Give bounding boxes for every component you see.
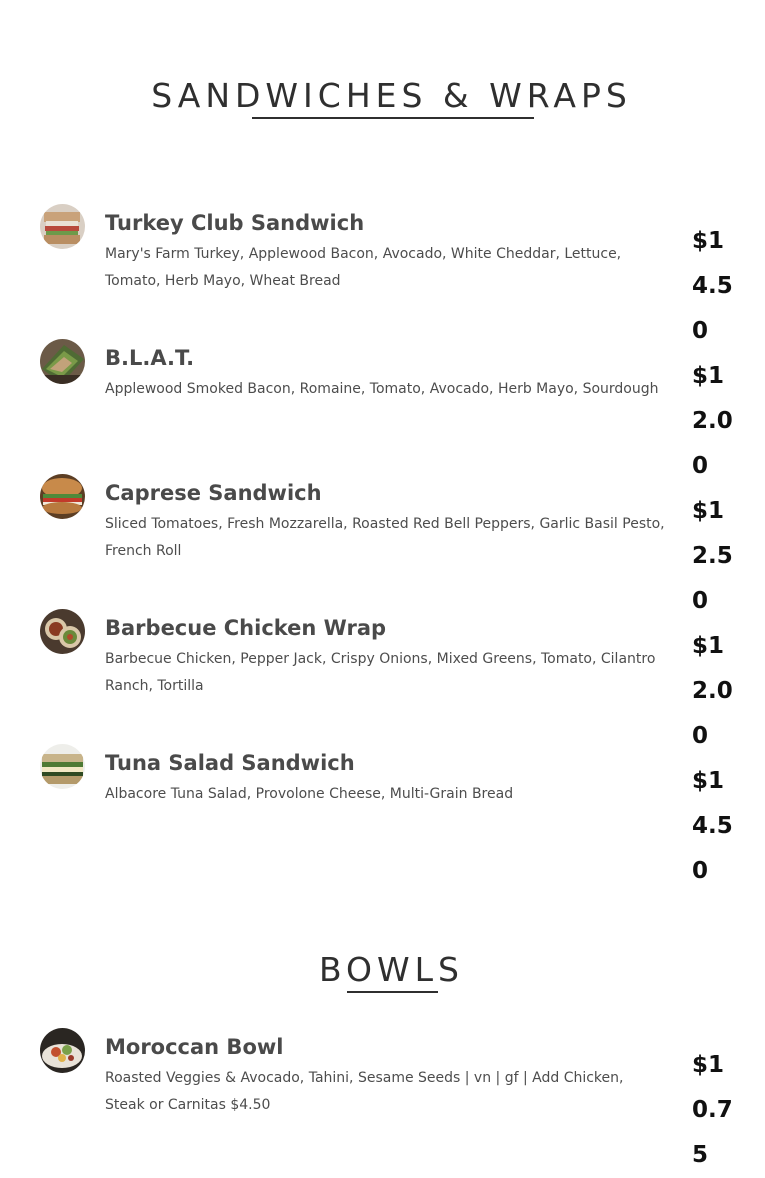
item-price: $10.75: [692, 1052, 733, 1168]
bbq-wrap-photo: [40, 609, 85, 654]
menu-item-blat: [0, 339, 765, 479]
item-price: $12.50: [692, 498, 733, 614]
section-title-sandwiches: SANDWICHES & WRAPS: [151, 76, 632, 115]
item-price: $12.00: [692, 363, 733, 479]
menu-item-turkey-club: [0, 204, 765, 344]
menu-item-tuna-salad: [0, 744, 765, 884]
item-description: Applewood Smoked Bacon, Romaine, Tomato, Avocado, Herb Mayo, Sourdough: [105, 381, 659, 397]
item-name: Barbecue Chicken Wrap: [105, 616, 387, 640]
tuna-salad-photo: [40, 744, 85, 789]
item-name: Turkey Club Sandwich: [105, 211, 365, 235]
section-title-underline: [347, 991, 438, 993]
item-description: Albacore Tuna Salad, Provolone Cheese, Multi-Grain Bread: [105, 786, 514, 802]
menu-item-moroccan-bowl: [0, 1028, 765, 1168]
item-description: Barbecue Chicken, Pepper Jack, Crispy Onions, Mixed Greens, Tomato, Cilantro Ranch, Tortilla: [105, 651, 656, 694]
item-description: Mary's Farm Turkey, Applewood Bacon, Avocado, White Cheddar, Lettuce, Tomato, Herb Mayo, Wheat Bread: [105, 246, 622, 289]
item-price: $14.50: [692, 768, 733, 884]
caprese-photo: [40, 474, 85, 519]
blat-photo: [40, 339, 85, 384]
section-title-underline: [252, 117, 534, 119]
item-price: $12.00: [692, 633, 733, 749]
menu-item-caprese: [0, 474, 765, 614]
item-name: Tuna Salad Sandwich: [105, 751, 355, 775]
section-title-bowls: BOWLS: [319, 950, 464, 989]
item-description: Sliced Tomatoes, Fresh Mozzarella, Roasted Red Bell Peppers, Garlic Basil Pesto, French Roll: [105, 516, 665, 559]
item-name: Caprese Sandwich: [105, 481, 322, 505]
turkey-club-photo: [40, 204, 85, 249]
menu-item-bbq-chicken-wrap: [0, 609, 765, 749]
item-description: Roasted Veggies & Avocado, Tahini, Sesame Seeds | vn | gf | Add Chicken, Steak or Carnitas $4.50: [105, 1070, 624, 1113]
item-name: B.L.A.T.: [105, 346, 195, 370]
item-name: Moroccan Bowl: [105, 1035, 284, 1059]
item-price: $14.50: [692, 228, 733, 344]
moroccan-bowl-photo: [40, 1028, 85, 1073]
